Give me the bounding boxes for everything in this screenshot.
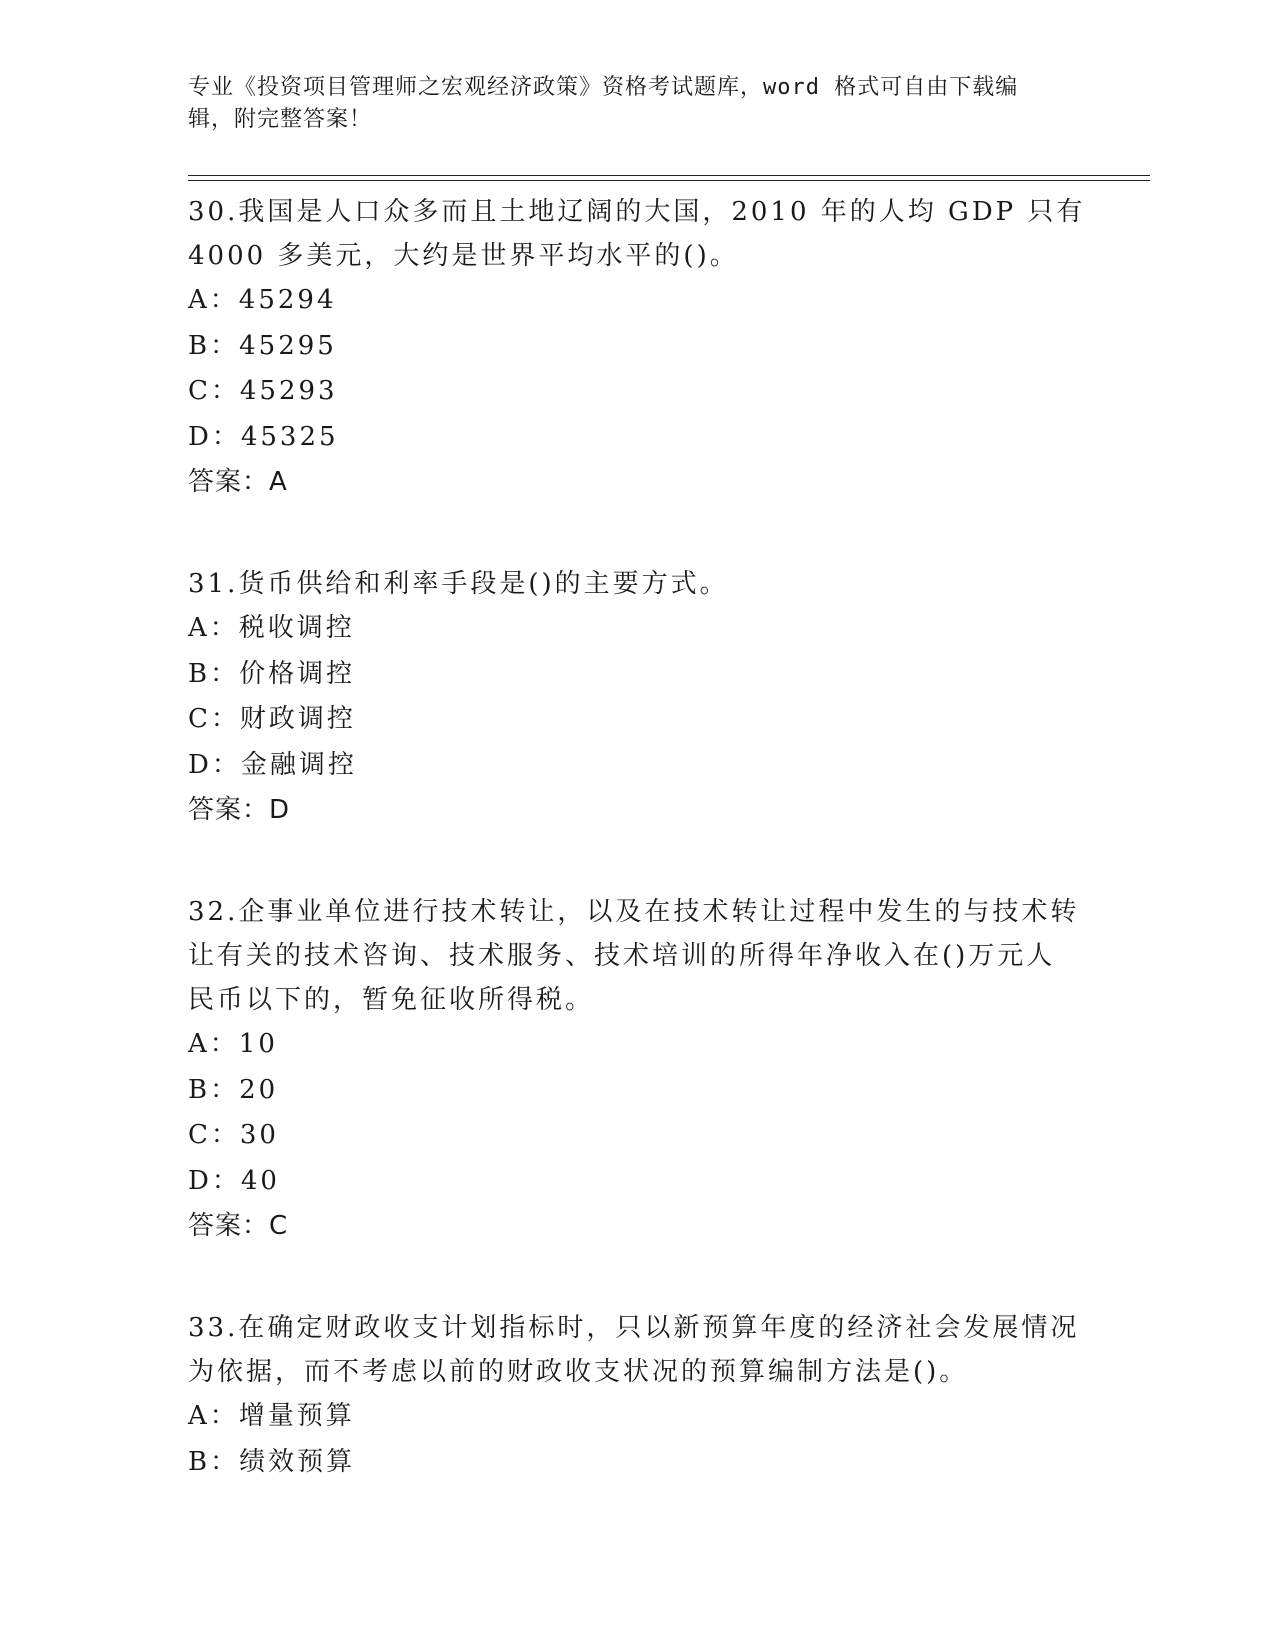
question-text-line: 民币以下的，暂免征收所得税。 [188,985,595,1015]
option-d: D：45325 [188,421,339,452]
option-c: C：45293 [188,376,338,406]
question-text-line: 30.我国是人口众多而且土地辽阔的大国，2010 年的人均 GDP 只有 [188,197,1086,227]
option-d: D：金融调控 [188,749,357,780]
question-30 [188,190,1088,504]
option-b: B：45295 [188,330,337,361]
document-header [188,72,1088,136]
question-text-line: 让有关的技术咨询、技术服务、技术培训的所得年净收入在()万元人 [188,941,1056,971]
option-a: A：45294 [188,285,337,315]
question-text-line: 31.货币供给和利率手段是()的主要方式。 [188,569,729,599]
question-text-line: 32.企事业单位进行技术转让，以及在技术转让过程中发生的与技术转 [188,897,1080,927]
question-text-line: 为依据，而不考虑以前的财政收支状况的预算编制方法是()。 [188,1357,969,1387]
option-b: B：20 [188,1074,279,1105]
option-a: A：10 [188,1029,278,1059]
header-divider-top [188,175,1150,176]
question-list [188,190,1088,1543]
header-line-1: 专业《投资项目管理师之宏观经济政策》资格考试题库，word 格式可自由下载编 [188,75,1019,100]
answer: 答案：C [188,1211,289,1241]
option-b: B：价格调控 [188,658,356,689]
option-d: D：40 [188,1165,280,1196]
answer: 答案：A [188,467,288,497]
question-32 [188,890,1088,1248]
option-c: C：财政调控 [188,704,356,734]
question-text-line: 33.在确定财政收支计划指标时，只以新预算年度的经济社会发展情况 [188,1313,1080,1343]
answer: 答案：D [188,795,291,825]
option-a: A：增量预算 [188,1401,355,1431]
question-text-line: 4000 多美元，大约是世界平均水平的()。 [188,241,739,271]
option-b: B：绩效预算 [188,1446,356,1477]
option-c: C：30 [188,1120,279,1150]
header-line-2: 辑，附完整答案！ [188,107,373,132]
header-divider-bottom [188,180,1150,181]
option-a: A：税收调控 [188,613,355,643]
question-33 [188,1306,1088,1485]
question-31 [188,562,1088,832]
